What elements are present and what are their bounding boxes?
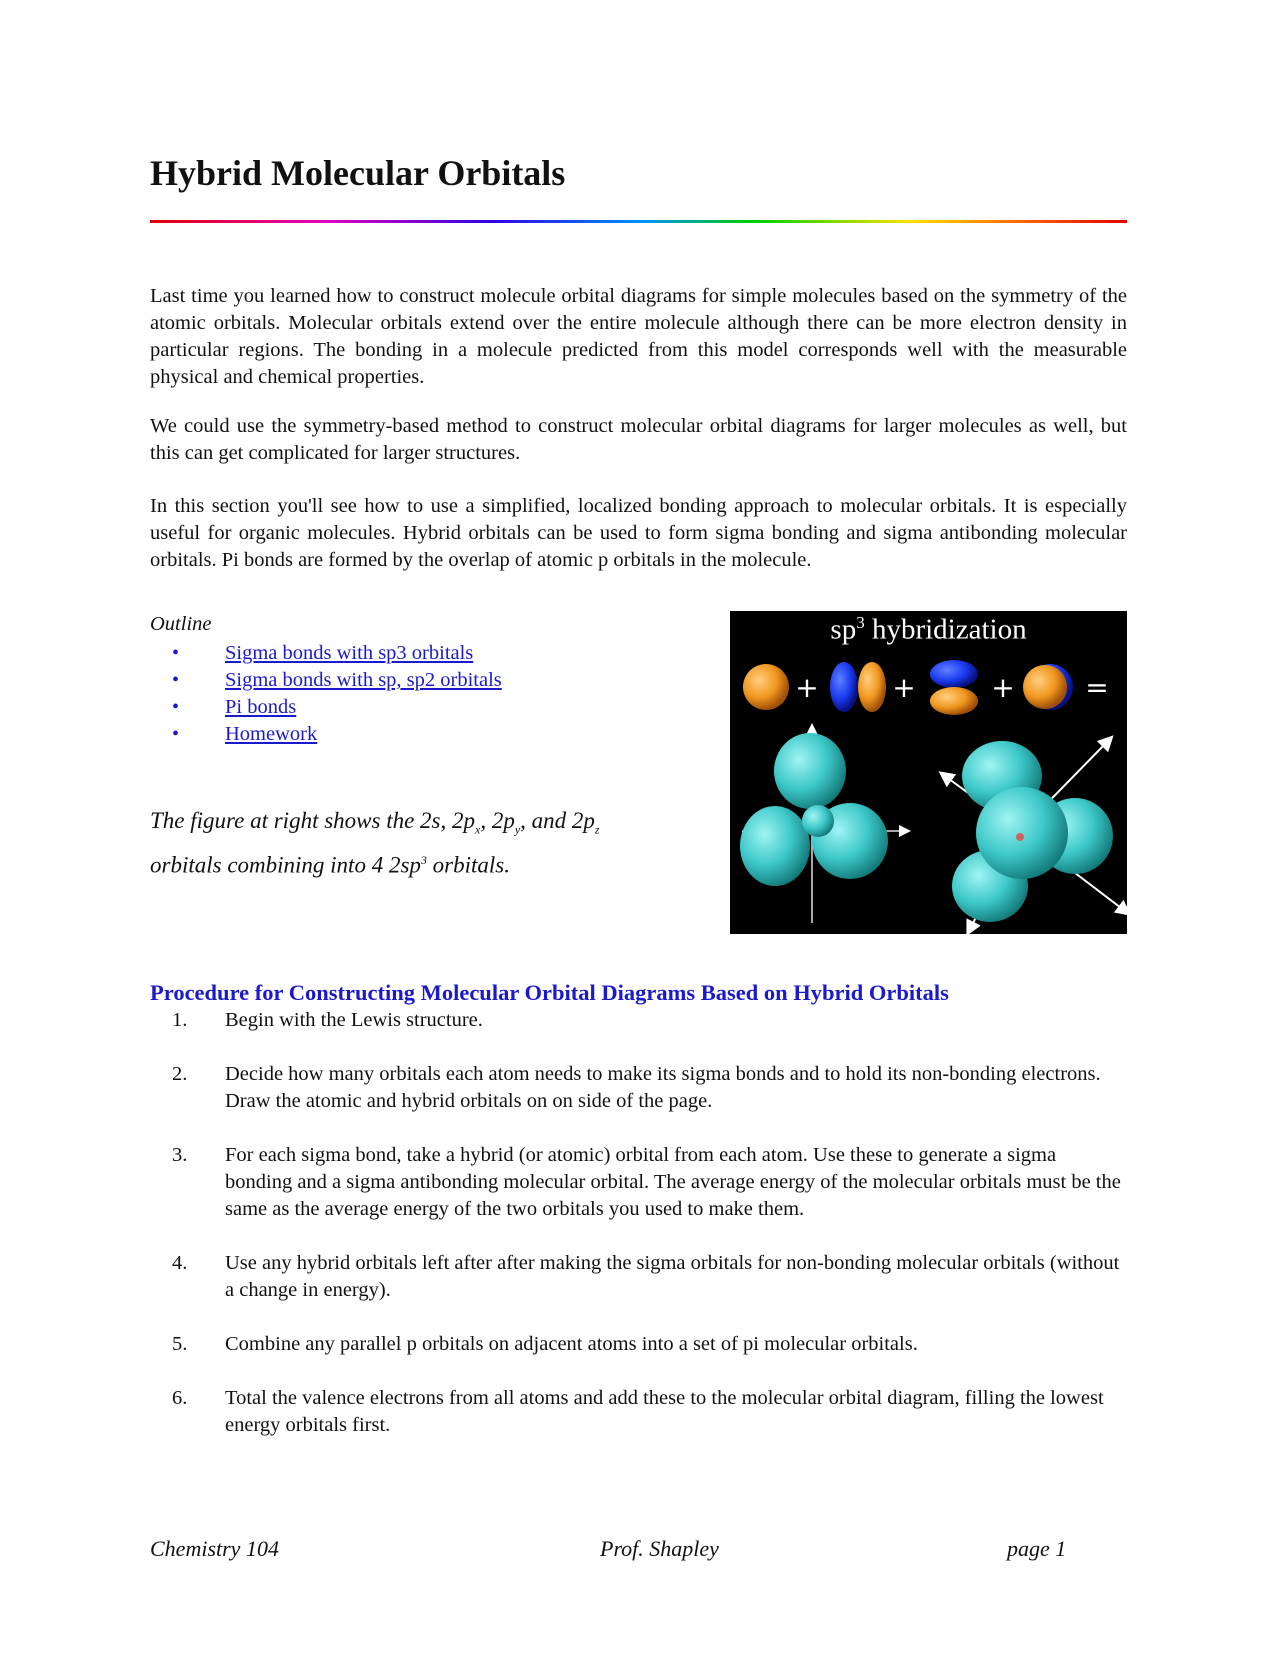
sp3-hybridization-figure xyxy=(730,611,1127,934)
svg-text:+: + xyxy=(795,671,819,704)
step-number: 4. xyxy=(172,1252,188,1274)
s-orbital-icon xyxy=(743,664,789,710)
step-number: 6. xyxy=(172,1387,188,1409)
svg-text:+: + xyxy=(892,671,916,704)
symmetry-paragraph: We could use the symmetry-based method to construct molecular orbital diagrams for larger molecules as well, but this can get complicated for larger structures. xyxy=(150,415,1127,464)
step-text: Use any hybrid orbitals left after after making the sigma orbitals for non-bonding molecular orbitals (without a change in energy). xyxy=(225,1252,1120,1301)
step-text: For each sigma bond, take a hybrid (or atomic) orbital from each atom. Use these to generate a sigma bonding and a sigma antibonding molecular orbital. The average energy of the molecular orbitals must be the same as the average energy of the two orbitals you used to make them. xyxy=(225,1144,1121,1220)
footer-course: Chemistry 104 xyxy=(150,1536,279,1561)
outline-item xyxy=(150,721,502,748)
procedure-heading: Procedure for Constructing Molecular Orbital Diagrams Based on Hybrid Orbitals xyxy=(150,980,949,1005)
link-sigma-sp3[interactable]: Sigma bonds with sp3 orbitals xyxy=(225,642,474,664)
pz-orbital-front xyxy=(1023,665,1067,709)
outline-item xyxy=(150,694,502,721)
orbital-illustration xyxy=(730,611,1127,934)
outline-item xyxy=(150,640,502,667)
svg-text:=: = xyxy=(1085,671,1109,704)
section-paragraph: In this section you'll see how to use a simplified, localized bonding approach to molecular orbitals. It is especially useful for organic molecules. Hybrid orbitals can be used to form sigma bonding and sigma antibonding molecular orbitals. Pi bonds are formed by the overlap of atomic p orbitals in the molecule. xyxy=(150,495,1127,571)
page-title: Hybrid Molecular Orbitals xyxy=(150,153,566,193)
py-orbital-blue-lobe xyxy=(930,660,978,688)
link-pi-bonds[interactable]: Pi bonds xyxy=(225,696,297,718)
px-orbital-orange-lobe xyxy=(858,662,886,712)
step-text: Begin with the Lewis structure. xyxy=(225,1009,483,1031)
step-number: 3. xyxy=(172,1144,188,1166)
step-number: 2. xyxy=(172,1063,188,1085)
sp3-orbitals-left xyxy=(740,729,905,923)
step-number: 1. xyxy=(172,1009,188,1031)
step-text: Decide how many orbitals each atom needs to make its sigma bonds and to hold its non-bonding electrons. Draw the atomic and hybrid orbitals on on side of the page. xyxy=(225,1063,1101,1112)
py-orbital-orange-lobe xyxy=(930,687,978,715)
figure-caption: The figure at right shows the 2s, $2p_x$, $2p_y$, and $2p_z$ orbitals combining into 4 $2sp^3$ orbitals. xyxy=(150,808,600,878)
svg-text:+: + xyxy=(991,671,1015,704)
link-sigma-sp-sp2[interactable]: Sigma bonds with sp, sp2 orbitals xyxy=(225,669,502,691)
step-number: 5. xyxy=(172,1333,188,1355)
footer-professor: Prof. Shapley xyxy=(600,1536,719,1561)
atomic-orbitals-row xyxy=(743,660,1109,715)
outline-label: Outline xyxy=(150,613,212,635)
outline-item xyxy=(150,667,502,694)
sp3-orbitals-right xyxy=(945,741,1125,929)
outline-list xyxy=(150,640,502,748)
bullet-icon: • xyxy=(172,696,180,718)
rainbow-divider xyxy=(150,220,1127,223)
bullet-icon: • xyxy=(172,669,180,691)
link-homework[interactable]: Homework xyxy=(225,723,318,745)
figure-title: $sp^3$ hybridization xyxy=(830,613,1027,646)
intro-paragraph: Last time you learned how to construct molecule orbital diagrams for simple molecules based on the symmetry of the atomic orbitals. Molecular orbitals extend over the entire molecule although there can be more electron density in particular regions. The bonding in a molecule predicted from this model corresponds well with the measurable physical and chemical properties. xyxy=(150,285,1127,388)
step-text: Combine any parallel p orbitals on adjacent atoms into a set of pi molecular orbitals. xyxy=(225,1333,918,1355)
footer-page-number: page 1 xyxy=(1007,1536,1067,1561)
step-text: Total the valence electrons from all atoms and add these to the molecular orbital diagram, filling the lowest energy orbitals first. xyxy=(225,1387,1104,1436)
px-orbital-blue-lobe xyxy=(830,662,858,712)
bullet-icon: • xyxy=(172,642,180,664)
bullet-icon: • xyxy=(172,723,180,745)
